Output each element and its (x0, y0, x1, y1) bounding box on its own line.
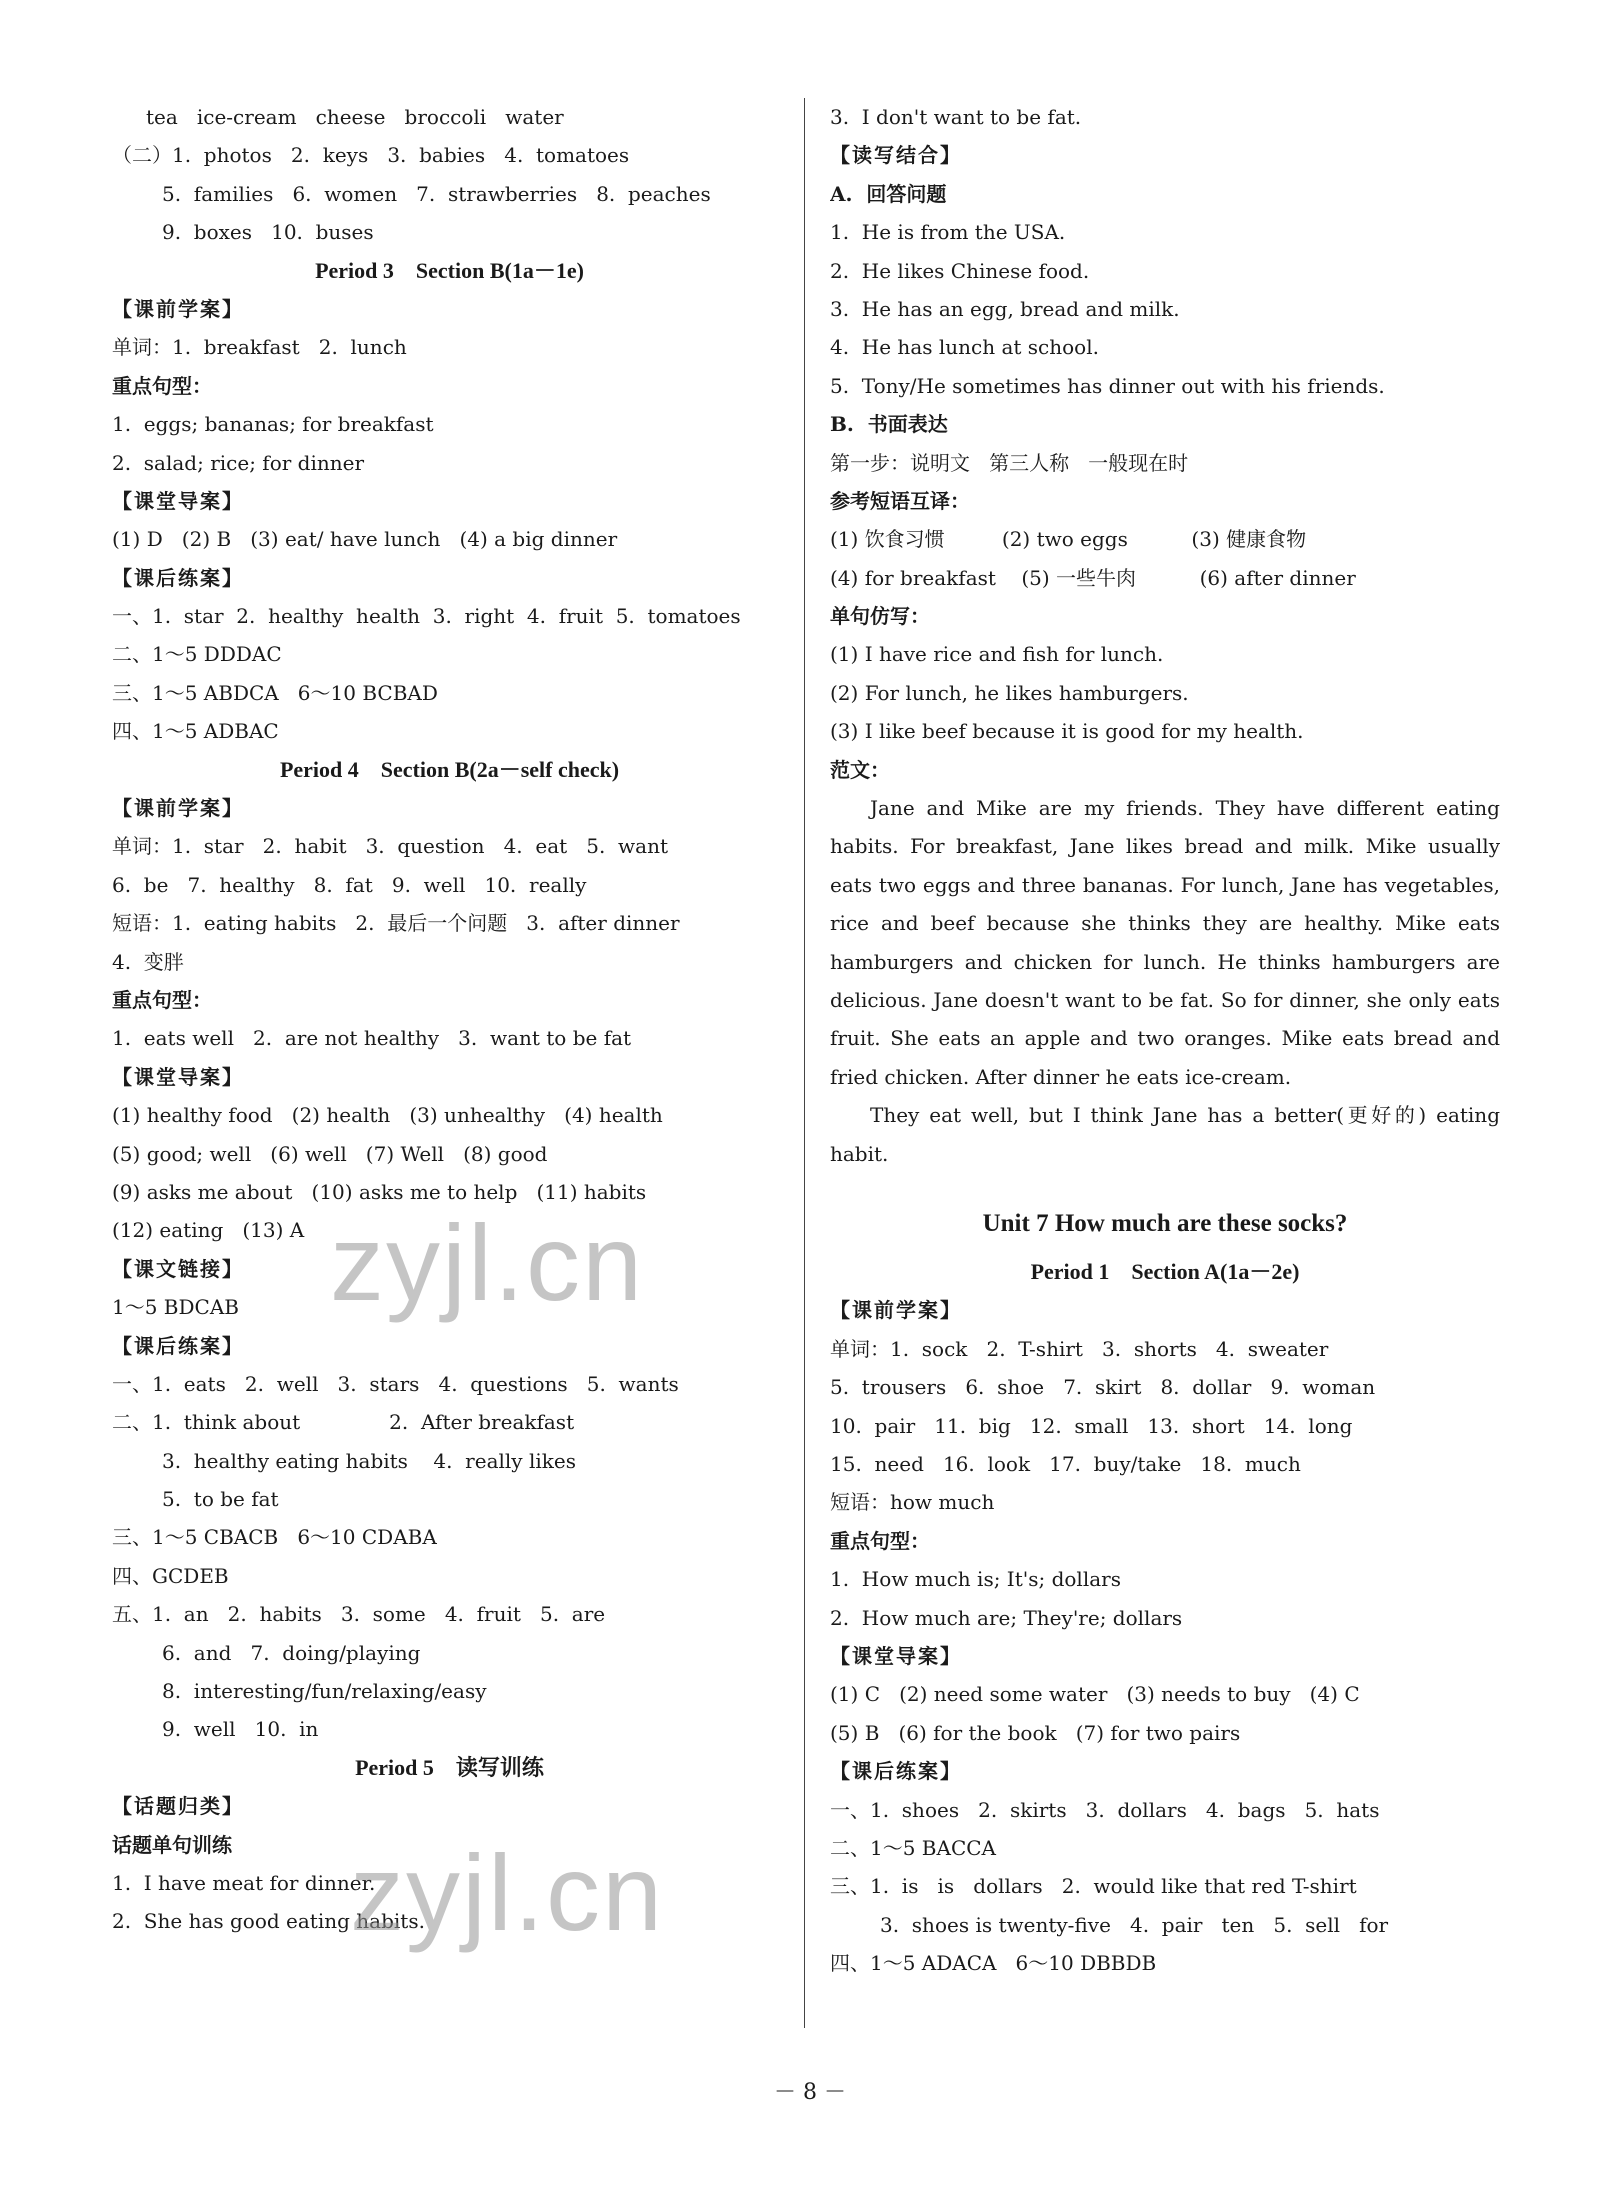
answer-line: 3. I don't want to be fat. (830, 105, 1082, 129)
answer-line: (5) B (6) for the book (7) for two pairs (830, 1720, 1241, 1745)
answer-line: (4) for breakfast (5) 一些牛肉 (6) after dinner (830, 565, 1356, 590)
answer-line: 四、1～5 ADBAC (112, 719, 279, 744)
section-tag: 【课后练案】 (112, 1333, 244, 1358)
section-tag: 【话题归类】 (112, 1794, 244, 1819)
answer-line: 4. 变胖 (112, 949, 184, 974)
answer-line: 1. How much is; It's; dollars (830, 1567, 1121, 1592)
answer-line: (1) I have rice and fish for lunch. (830, 642, 1164, 667)
answer-line: 2. He likes Chinese food. (830, 258, 1090, 283)
section-tag: 【读写结合】 (830, 143, 962, 168)
subheading: 重点句型： (112, 373, 212, 398)
watermark: zyjl.cn (330, 1202, 645, 1323)
answer-line: 9. well 10. in (162, 1717, 319, 1742)
answer-line: 3. He has an egg, bread and milk. (830, 296, 1180, 321)
answer-line: 一、1. shoes 2. skirts 3. dollars 4. bags 5. hats (830, 1797, 1380, 1822)
answer-line: 4. He has lunch at school. (830, 335, 1099, 360)
answer-line: (5) good; well (6) well (7) Well (8) good (112, 1141, 548, 1166)
answer-line: 三、1～5 CBACB 6～10 CDABA (112, 1525, 437, 1550)
unit-title: Unit 7 How much are these socks? (982, 1210, 1348, 1238)
answer-line: (3) I like beef because it is good for my health. (830, 719, 1304, 744)
answer-line: 3. healthy eating habits 4. really likes (162, 1448, 576, 1473)
answer-line: 5. Tony/He sometimes has dinner out with his friends. (830, 373, 1385, 398)
answer-line: 6. be 7. healthy 8. fat 9. well 10. really (112, 872, 587, 897)
answer-line: (12) eating (13) A (112, 1218, 305, 1243)
answer-line: 1. eggs; bananas; for breakfast (112, 412, 434, 437)
subheading: A. 回答问题 (830, 181, 947, 206)
left-column (112, 98, 787, 1941)
answer-line: 二、1～5 BACCA (830, 1835, 996, 1860)
section-heading: Period 3 Section B(1a－1e) (315, 257, 584, 283)
subheading: 重点句型： (830, 1528, 930, 1553)
answer-line: 2. She has good eating habits. (112, 1909, 425, 1934)
answer-line: (1) C (2) need some water (3) needs to buy (4) C (830, 1682, 1360, 1707)
section-heading: Period 4 Section B(2a－self check) (279, 756, 620, 782)
answer-line: 二、1. think about 2. After breakfast (112, 1410, 575, 1435)
answer-line: 5. to be fat (162, 1487, 279, 1512)
answer-line: 1. I have meat for dinner. (112, 1870, 376, 1895)
answer-line: 1. He is from the USA. (830, 220, 1066, 245)
answer-line: 一、1. star 2. healthy health 3. right 4. fruit 5. tomatoes (112, 604, 741, 629)
answer-line: 2. How much are; They're; dollars (830, 1605, 1183, 1630)
column-divider (804, 98, 805, 2028)
answer-line: 三、1. is is dollars 2. would like that red T-shirt (830, 1874, 1357, 1899)
section-tag: 【课前学案】 (112, 796, 244, 821)
section-heading: Period 5 读写训练 (355, 1754, 544, 1780)
answer-line: 5. trousers 6. shoe 7. skirt 8. dollar 9. woman (830, 1375, 1376, 1400)
section-tag: 【课前学案】 (830, 1298, 962, 1323)
answer-line: 9. boxes 10. buses (162, 220, 374, 245)
answer-line: 3. shoes is twenty-five 4. pair ten 5. sell for (880, 1912, 1389, 1937)
sample-essay-paragraph-2: They eat well, but I think Jane has a better(更好的) eating habit. (830, 1103, 1500, 1166)
section-tag: 【课后练案】 (112, 565, 244, 590)
answer-line: tea ice-cream cheese broccoli water (146, 105, 564, 129)
page-number: － 8 － (774, 2080, 846, 2105)
answer-line: (1) healthy food (2) health (3) unhealthy (4) health (112, 1103, 663, 1128)
section-tag: 【课文链接】 (112, 1256, 244, 1281)
subheading: 参考短语互译： (830, 488, 970, 513)
answer-line: 单词：1. breakfast 2. lunch (112, 335, 407, 360)
section-tag: 【课堂导案】 (830, 1644, 962, 1668)
answer-line: 二、1～5 DDDAC (112, 642, 282, 667)
answer-line: 单词：1. star 2. habit 3. question 4. eat 5. want (112, 834, 668, 859)
answer-line: 一、1. eats 2. well 3. stars 4. questions 5. wants (112, 1371, 679, 1396)
right-answers-bottom (830, 1253, 1500, 1982)
right-column (830, 98, 1500, 1983)
sample-essay-paragraph-1: Jane and Mike are my friends. They have different eating habits. For breakfast, Jane likes bread and milk. Mike usually eats two eggs and three bananas. For lunch, Jane has vegetables, rice and beef because she thinks they are healthy. Mike eats hamburgers and chicken for lunch. He thinks hamburgers are delicious. Jane doesn't want to be fat. So for dinner, she only eats fruit. She eats an apple and two oranges. Mike eats bread and fried chicken. After dinner he eats ice-cream. (830, 796, 1500, 1089)
subheading: B. 书面表达 (830, 412, 948, 437)
answer-line: 四、GCDEB (112, 1563, 229, 1588)
answer-line: 2. salad; rice; for dinner (112, 450, 365, 475)
answer-line: （二）1. photos 2. keys 3. babies 4. tomatoes (112, 143, 630, 168)
answer-line: 五、1. an 2. habits 3. some 4. fruit 5. are (112, 1602, 606, 1627)
answer-line: 1. eats well 2. are not healthy 3. want to be fat (112, 1026, 632, 1051)
subheading: 重点句型： (112, 987, 212, 1012)
answer-line: 1～5 BDCAB (112, 1295, 239, 1320)
section-tag: 【课堂导案】 (112, 488, 244, 513)
right-answers-top (830, 98, 1500, 789)
watermark: zyjl.cn (350, 1832, 665, 1953)
answer-line: 第一步：说明文 第三人称 一般现在时 (830, 450, 1189, 475)
answer-line: 三、1～5 ABDCA 6～10 BCBAD (112, 680, 438, 705)
answer-line: 8. interesting/fun/relaxing/easy (162, 1679, 487, 1704)
answer-line: (1) D (2) B (3) eat/ have lunch (4) a big dinner (112, 527, 618, 552)
answer-line: 15. need 16. look 17. buy/take 18. much (830, 1452, 1301, 1477)
answer-line: 5. families 6. women 7. strawberries 8. peaches (162, 181, 711, 206)
answer-line: 短语：how much (830, 1490, 995, 1515)
answer-line: 短语：1. eating habits 2. 最后一个问题 3. after dinner (112, 911, 680, 936)
section-tag: 【课堂导案】 (112, 1064, 244, 1089)
answer-line: (9) asks me about (10) asks me to help (11) habits (112, 1179, 647, 1204)
answer-line: (2) For lunch, he likes hamburgers. (830, 680, 1189, 705)
subheading: 单句仿写： (830, 604, 930, 629)
section-tag: 【课前学案】 (112, 296, 244, 321)
subheading: 话题单句训练 (112, 1832, 232, 1857)
answer-line: 10. pair 11. big 12. small 13. short 14. long (830, 1413, 1353, 1438)
answer-line: (1) 饮食习惯 (2) two eggs (3) 健康食物 (830, 527, 1307, 552)
answer-line: 四、1～5 ADACA 6～10 DBBDB (830, 1951, 1157, 1976)
answer-line: 单词：1. sock 2. T-shirt 3. shorts 4. sweater (830, 1336, 1329, 1361)
section-heading: Period 1 Section A(1a－2e) (1030, 1259, 1300, 1285)
section-tag: 【课后练案】 (830, 1759, 962, 1784)
answer-line: 6. and 7. doing/playing (162, 1640, 421, 1665)
subheading: 范文： (830, 757, 890, 782)
